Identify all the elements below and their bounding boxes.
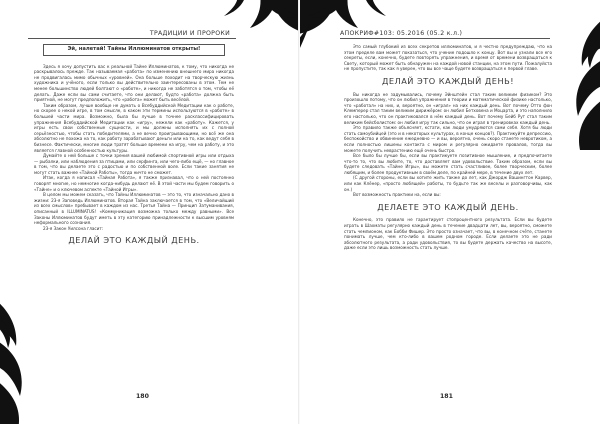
tribal-ornament-icon [562, 20, 600, 150]
page-number: 180 [136, 393, 149, 400]
paragraph: 23-я Закон Уилсона гласит: [43, 225, 104, 231]
paragraph: Все было бы лучше бы, если вы практикуете позитивное мышление, и предпочитаете что-то то, что вы любите, то, что доставляет вам удовольствие. Таким образом, если вы будете следовать «Тайне Игры», вы можете стать счастливее, более творческим, более любящим, и более продуктивным в своём деле, по крайней мере, в течение двух лет. [344, 153, 552, 175]
section-heading: ДЕЛАЙ ЭТО КАЖДЫЙ ДЕНЬ! [381, 75, 515, 86]
section-title: Эй, налетай! Тайны Иллюминатов открыты! [43, 44, 225, 56]
header-rule [340, 38, 550, 39]
paragraph: Таким образом, лучше вообще не думать о Всебуддийской Медитации как о работе, но скорее о некой игре, в том смысле, в каком эти термины используются в «работе» в большей части мира. Возможно, была бы лучше в точнее расклассифицировать упражнения Всебуддийской Медитации как «игру», нежели как «работу». Кажется, у игры есть свои собственные сущности, и мы должны исполнять их с полной серьёзностью, чтобы стать победителями, а не вечно проигрывающими, но всё же она абсолютно не похожа на то, как работу зарабатывают деньги или на то, как ведут себя в бизнесе. Фактически, многие люди тратят больше времени на игру, чем на работу, и это является главной особенностью культуры. [34, 102, 234, 153]
tribal-ornament-icon [0, 300, 36, 424]
paragraph: Вы никогда не задумывались, почему Эйнштейн стал таким великим физиком? Это произошло потому, что он любил упражнения в теории и математической физике настолько, что «работал» на них, и, вероятно, он «играл» на них каждый день. Вот почему Отто фон Клемперер стал таким великим дирижёром: он любил Бетховена и Моцарта, и это наполнило его настолько, что он практиковался в нём каждый день. Вот почему Бейб Рут стал таким великим бейсболистом: он любил игру так сильно, что он играл в тренировках каждый день. [344, 91, 552, 125]
closing-heading: ДЕЛАЙ ЭТО КАЖДЫЙ ДЕНЬ. [68, 235, 200, 246]
paragraph: В целом мы можем сказать, что Тайны Иллюминатов — это то, что изначально дано в жизни: 23-я Заповедь Иллюминатов. Вторая Тайна заключается в том, что «Величайший из всех смыслов» пребывает в каждом из нас. Третья Тайна — Принцип Затуманивания, описанный в ILLUMINATUS! «Коммуникация возможна только между равными». Все Законы Иллюминатов будут иметь в эту категорию принадлежности к высшим уровням неформального сознания. [34, 192, 234, 226]
paragraph: Это правило также объясняет, кстати, как люди умудряются сами себя. Хотя бы люди стать самоубийцей (это и в некоторых культурах, в конце концов?). Практикуйте депрессию, беспокойство и обвинение ежедневно — и вы, вероятно, очень скоро станете невротиком, а если полностью лишены контакта с миром и регулярно ожидаете провалов, тогда вы можете получить неврастению ещё очень быстро. [344, 125, 552, 153]
paragraph: (С другой стороны, если вы хотите жить также до лет, как Джордж Вашингтон Карвер, или как Клёнер, «просто любящей» работы, то будьте так же веселы и разговорчивы, как он.) [344, 175, 552, 192]
paragraph: Думайте о ней больше с точки зрения вашей любимой спортивной игры или отдыха — рыбалки, или наблюдения за птицами, или серфинга, или чего-либо ещё, — но главное в том, что вы делаете это с радостью и по собственной воле. Если такие занятия не могут стать важнее «Тайной Работы», тогда ничто не сможет. [34, 153, 234, 175]
right-content [344, 44, 552, 251]
paragraph: Вот возможность практики на, если вы: [353, 192, 441, 198]
running-head: ТРАДИЦИИ И ПРОРОКИ [149, 30, 230, 37]
section-heading: ДЕЛАЕТЕ ЭТО КАЖДЫЙ ДЕНЬ. [377, 201, 519, 212]
paragraph: Конечно, это правило не гарантирует стопроцентного результата. Если вы будете играть в Шахматы регулярно каждый день в течение двадцати лет, вы, вероятно, сможете стать чемпионом, как Бобби Фишер. Это просто означает, что вы, в конечном счёте, станете понимать лучше, чем кто-либо в вашем родном городе. Если делаете это не ради абсолютного результата, а ради удовольствия, то вы будете держать качество на высоте, даже если это лишь возможность стать лучше. [344, 217, 552, 251]
paragraph: Здесь я хочу допустить вас к реальной Тайне Иллюминатов, к тому, что никогда не раскрывалось прежде. Так называемая «работа» по изменению внешнего мира никогда не продвигалась мимо обычных «уровней». Она больше походит на творческую жизнь художника и учёного, если только вы действительно заинтересованы в этом. Тем не менее большинство людей болтают о «работе», и никогда не заботятся о том, чтобы её делать. Даже если вы сами считаете, что они делают, будто «работа» должна быть приятной, не могут предположить, что «работа» может быть весёлой. [34, 63, 234, 103]
right-page [300, 0, 600, 424]
paragraph: Итак, когда я написал «Тайная Работа», я также признавал, что о ней постоянно говорят многие, но немногие когда-нибудь делают её. В этой части мы будем говорить о «Тайне» и о ключевом аспекте «Тайной Игры». [34, 175, 234, 192]
page-number: 181 [440, 393, 453, 400]
paragraph: Это самый глубокий из всех секретов иллюминатов, и я честно предупреждаю, что на этом пределе вам может показаться, что учение подошло к концу. Вот вы и узнали все его секреты, если, конечно, будете повторять упражнения, и время от времени возвращаться к Свету, который может быть обнаружен на каждой новой станции, на этом пути. Пожалуйста не пропустите, так как я уверен, что вы все чаще будете возвращаться к первой главе. [344, 44, 552, 72]
running-head: АПОКРИФ#103: 05.2016 (05.2 к.л.) [340, 30, 463, 37]
header-rule [28, 38, 236, 39]
left-content [34, 44, 234, 251]
